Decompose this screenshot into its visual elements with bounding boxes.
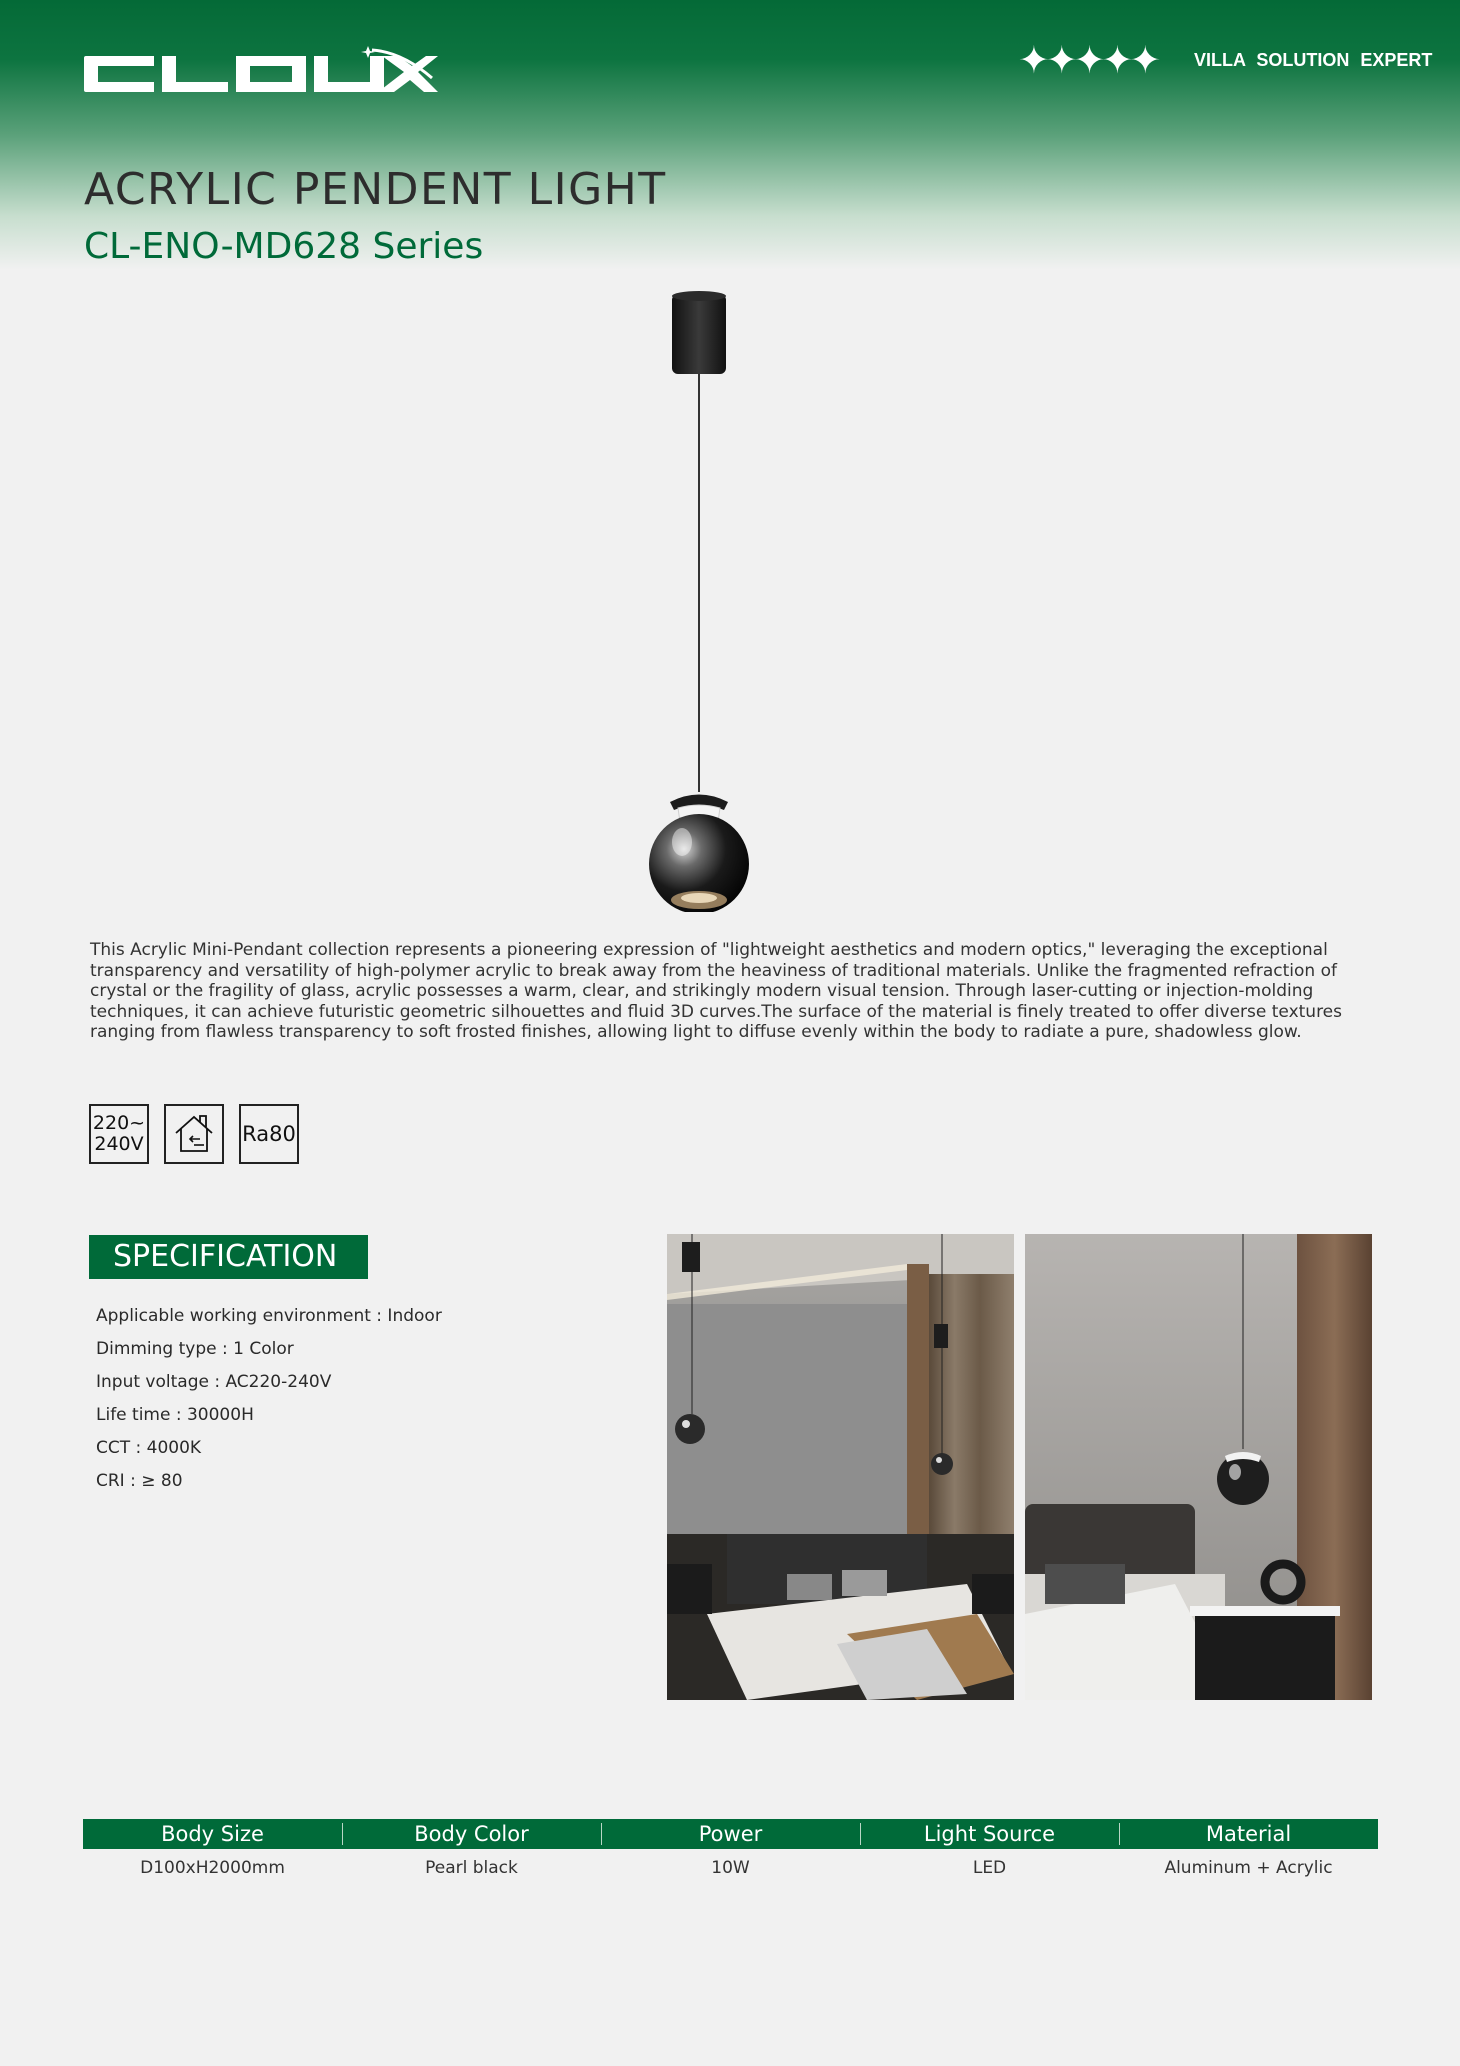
brand-logo bbox=[82, 42, 438, 102]
bedroom-photo-wide bbox=[667, 1234, 1014, 1700]
specification-heading: SPECIFICATION bbox=[89, 1235, 368, 1279]
table-header-cell: Power bbox=[601, 1819, 860, 1849]
indoor-house-icon bbox=[164, 1104, 224, 1164]
table-header-cell: Light Source bbox=[860, 1819, 1119, 1849]
rating-stars: ✦✦✦✦✦ bbox=[1018, 38, 1158, 82]
product-image bbox=[620, 282, 780, 912]
spec-item: CCT : 4000K bbox=[96, 1438, 202, 1458]
voltage-badge: 220~ 240V bbox=[89, 1104, 149, 1164]
table-header-cell: Body Size bbox=[161, 1822, 264, 1846]
table-cell: Pearl black bbox=[425, 1858, 518, 1878]
table-row bbox=[83, 1849, 1378, 1887]
spec-item: Applicable working environment : Indoor bbox=[96, 1306, 442, 1326]
product-specs-table bbox=[83, 1819, 1378, 1887]
brand-tagline: VILLA SOLUTION EXPERT bbox=[1194, 50, 1433, 70]
table-cell: D100xH2000mm bbox=[140, 1858, 285, 1878]
table-cell: Aluminum + Acrylic bbox=[1164, 1858, 1333, 1878]
table-header-row bbox=[83, 1819, 1378, 1849]
spec-item: Dimming type : 1 Color bbox=[96, 1339, 294, 1359]
spec-item: Input voltage : AC220-240V bbox=[96, 1372, 332, 1392]
spec-item: Life time : 30000H bbox=[96, 1405, 254, 1425]
cri-badge: Ra80 bbox=[239, 1104, 299, 1164]
bedroom-photo-detail bbox=[1025, 1234, 1372, 1700]
table-cell: LED bbox=[972, 1858, 1007, 1878]
series-name: CL-ENO-MD628 Series bbox=[84, 226, 484, 267]
table-cell: 10W bbox=[711, 1858, 750, 1878]
specification-list bbox=[96, 1300, 442, 1498]
page-title: ACRYLIC PENDENT LIGHT bbox=[84, 164, 667, 215]
product-description: This Acrylic Mini-Pendant collection represents a pioneering expression of "lightweight aesthetics and modern optics," leveraging the exceptional transparency and versatility of high-polymer acrylic to break away from the heaviness of traditional materials. Unlike the fragmented refraction of crystal or the fragility of glass, acrylic possesses a warm, clear, and strikingly modern visual tension. Through laser-cutting or injection-molding techniques, it can achieve futuristic geometric silhouettes and fluid 3D curves.The surface of the material is finely treated to offer diverse textures ranging from flawless transparency to soft frosted finishes, allowing light to diffuse evenly within the body to radiate a pure, shadowless glow. bbox=[90, 940, 1342, 1043]
table-header-cell: Body Color bbox=[342, 1819, 601, 1849]
spec-item: CRI : ≥ 80 bbox=[96, 1471, 183, 1491]
table-header-cell: Material bbox=[1119, 1819, 1378, 1849]
